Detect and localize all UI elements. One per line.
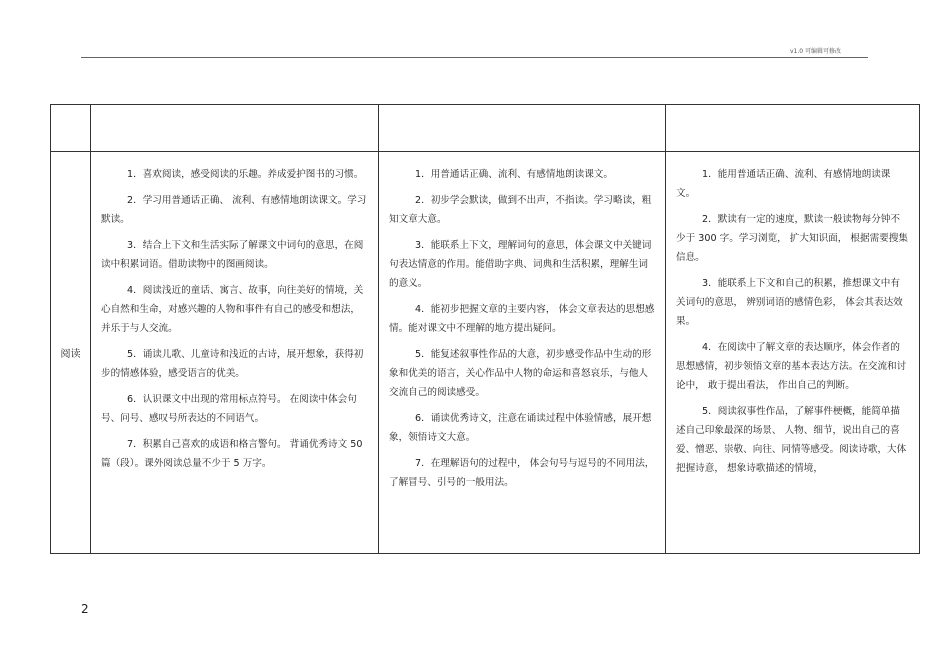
list-item: 3．能联系上下文和自己的积累，推想课文中有关词句的意思， 辨别词语的感情色彩， 体会其表达效果。: [676, 278, 903, 327]
header-cell-label: [51, 105, 91, 152]
stage-3-cell: [666, 152, 920, 554]
list-item: 4．能初步把握文章的主要内容， 体会文章表达的思想感情。能对课文中不理解的地方提出疑问。: [389, 304, 655, 334]
stage-2-cell: [379, 152, 666, 554]
list-item: 5．阅读叙事性作品，了解事件梗概，能简单描述自己印象最深的场景、 人物、细节，说出自己的喜爱、憎恶、崇敬、向往、同情等感受。阅读诗歌，大体把握诗意， 想象诗歌描述的情境，: [676, 406, 907, 474]
list-item: 6．诵读优秀诗文，注意在诵读过程中体验情感，展开想象，领悟诗文大意。: [389, 413, 652, 443]
list-item: 7．积累自己喜欢的成语和格言警句。 背诵优秀诗文 50 篇（段）。课外阅读总量不少于 5 万字。: [101, 439, 363, 469]
header-cell-stage-2: [379, 105, 666, 152]
list-item: 7．在理解语句的过程中， 体会句号与逗号的不同用法，了解冒号、引号的一般用法。: [389, 458, 655, 488]
page-number: 2: [81, 602, 89, 616]
header-rule: [81, 57, 868, 58]
list-item: 6．认识课文中出现的常用标点符号。 在阅读中体会句号、问号、感叹号所表达的不同语气。: [101, 394, 357, 424]
row-label-reading: 阅读: [51, 152, 91, 554]
header-cell-stage-3: [666, 105, 920, 152]
list-item: 2．初步学会默读，做到不出声，不指读。学习略读，粗知文章大意。: [389, 195, 652, 225]
table-header-row: [51, 105, 920, 152]
list-item: 1．能用普通话正确、流利、有感情地朗读课文。: [676, 169, 891, 199]
list-item: 2．学习用普通话正确、 流利、有感情地朗读课文。学习默读。: [101, 195, 367, 225]
page-header-text: v1.0 可编辑可修改: [790, 48, 842, 55]
list-item: 4．阅读浅近的童话、寓言、故事，向往美好的情境，关心自然和生命，对感兴趣的人物和事件有自己的感受和想法，并乐于与人交流。: [101, 285, 364, 334]
curriculum-table: [50, 104, 920, 554]
header-cell-stage-1: [91, 105, 379, 152]
list-item: 3．结合上下文和生活实际了解课文中词句的意思，在阅读中积累词语。借助读物中的图画阅读。: [101, 240, 364, 270]
list-item: 1．喜欢阅读，感受阅读的乐趣。养成爱护图书的习惯。: [127, 169, 364, 180]
list-item: 1．用普通话正确、流利、有感情地朗读课文。: [415, 169, 613, 180]
list-item: 3．能联系上下文，理解词句的意思，体会课文中关键词句表达情意的作用。能借助字典、词典和生活积累，理解生词的意义。: [389, 240, 652, 289]
list-item: 2．默读有一定的速度，默读一般读物每分钟不少于 300 字。学习浏览， 扩大知识面， 根据需要搜集信息。: [676, 214, 908, 263]
list-item: 5．诵读儿歌、儿童诗和浅近的古诗，展开想象，获得初步的情感体验，感受语言的优美。: [101, 349, 364, 379]
list-item: 4．在阅读中了解文章的表达顺序，体会作者的思想感情，初步领悟文章的基本表达方法。在交流和讨论中， 敢于提出看法， 作出自己的判断。: [676, 342, 907, 391]
table-row-reading: [51, 152, 920, 554]
stage-1-cell: [91, 152, 379, 554]
list-item: 5．能复述叙事性作品的大意，初步感受作品中生动的形象和优美的语言，关心作品中人物的命运和喜怒哀乐，与他人交流自己的阅读感受。: [389, 349, 652, 398]
